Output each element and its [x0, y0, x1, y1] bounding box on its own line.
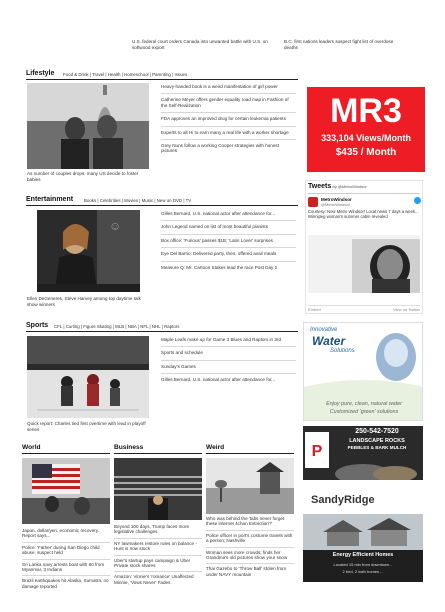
headline-link[interactable]: Sri Lanka navy arrests boat with 60 from Myanmar, 3 Indians: [22, 561, 105, 573]
headline-link[interactable]: Experts to all Hi to earn many a real life with a worker shortage: [161, 129, 289, 135]
mr3-views: 333,104 Views/Month: [321, 133, 411, 143]
headline-link[interactable]: Thai Gazebo to 'Throw Ball' stolen from under NAVY mountain: [206, 566, 287, 577]
headline-link[interactable]: John Legend named on list of most beautiful pianists: [161, 224, 268, 230]
business-column: [114, 444, 202, 452]
headline-link[interactable]: Catherine Meyer offers gender equality road map in Fashion of the Self-Realization: [161, 97, 289, 108]
svg-text:P: P: [311, 443, 323, 460]
lifestyle-headlines: [161, 84, 296, 154]
nav-item[interactable]: Books: [84, 198, 97, 203]
water-ad-tag2: Customized 'green' solutions: [329, 409, 399, 415]
landscape-phone: 250-542-7520: [355, 428, 399, 435]
nav-item[interactable]: NBA: [127, 324, 137, 329]
tweet-subhandle[interactable]: @MetroWindsor: [321, 202, 350, 207]
sandyridge-line1: Energy Efficient Homes: [332, 552, 394, 558]
nav-item[interactable]: Parenting: [152, 72, 171, 77]
divider: [22, 453, 110, 454]
divider: [22, 542, 110, 543]
divider: [206, 530, 294, 531]
entertainment-headlines: [161, 211, 296, 270]
sandyridge-line2: Located 15 min from downtown...: [333, 562, 393, 567]
lifestyle-photo[interactable]: [27, 83, 149, 169]
nav-item[interactable]: Food & Drink: [63, 72, 89, 77]
divider: [161, 234, 296, 235]
nav-item[interactable]: TV: [185, 198, 192, 203]
nav-item[interactable]: MLB: [115, 324, 125, 329]
headline-link[interactable]: Beyond 100 days, Trump faces more legislative challenges: [114, 524, 190, 535]
water-ad-line3: Solutions: [330, 348, 355, 354]
mr3-price: $435 / Month: [335, 147, 397, 158]
nav-item[interactable]: NHL: [151, 324, 161, 329]
divider: [114, 453, 202, 454]
headline-link[interactable]: Woman sees more crowds; finds her Grandma's old pictures show your snow: [206, 549, 288, 561]
nav-item[interactable]: Homeschool: [124, 72, 149, 77]
water-ad-tag1: Enjoy pure, clean, natural water: [326, 401, 402, 407]
divider: [161, 220, 296, 221]
top-left-story[interactable]: U.S. federal court orders Canada into unwanted battle with U.S. on softwood export: [132, 39, 268, 50]
tweets-title: Tweets: [308, 183, 332, 190]
nav-item[interactable]: Figure Skating: [83, 324, 112, 329]
headline-link[interactable]: Brazil earthquakes hit Alaska, Sumatra, no damage reported: [22, 578, 109, 589]
sports-photo[interactable]: [27, 336, 149, 418]
entertainment-header: [26, 196, 73, 205]
headline-link[interactable]: Who was behind the 'tabs never forget these internet 4chan Extinction?': [206, 516, 285, 527]
divider: [206, 563, 294, 564]
headline-link[interactable]: Gilles Bernard, U.S. national actor after attendance for...: [161, 211, 276, 216]
divider: [22, 559, 110, 560]
sandyridge-brand: SandyRidge: [311, 494, 375, 506]
divider: [161, 373, 296, 374]
divider: [161, 247, 296, 248]
embed-link[interactable]: Embed: [308, 307, 321, 312]
headline-link[interactable]: Uber's startup pays campaign & Uber Private stock shares: [114, 557, 191, 569]
divider: [26, 79, 298, 80]
divider: [308, 305, 420, 306]
water-ad-line2: Water: [312, 334, 346, 348]
divider: [114, 571, 202, 572]
tweets-widget: [305, 180, 423, 314]
entertainment-nav: Books | Celebrities | Movies | Music | New on DVD | TV: [84, 198, 192, 203]
mr3-ad[interactable]: [307, 87, 425, 172]
landscape-line2: PEBBLES & BARK MULCH: [347, 445, 407, 450]
twitter-bird-icon: [414, 197, 421, 204]
divider: [161, 261, 296, 262]
landscape-ad[interactable]: [303, 426, 423, 480]
divider: [308, 193, 420, 194]
divider: [206, 547, 294, 548]
headline-link[interactable]: Gilles Bernard, U.S. national actor after attendance for...: [161, 377, 276, 383]
divider: [161, 346, 296, 347]
water-ad-line1: Innovative: [310, 327, 338, 333]
nav-item[interactable]: Movies: [124, 198, 139, 203]
business-title[interactable]: Business: [114, 444, 144, 451]
divider: [114, 538, 202, 539]
headline-link[interactable]: Police: 'Father' during San Diego child abuse, suspect held: [22, 544, 100, 556]
nav-item[interactable]: Raptors: [164, 324, 180, 329]
headline-link[interactable]: Police officer in port's costume travels with a person; Nashville: [206, 532, 293, 544]
view-on-twitter-link[interactable]: View on Twitter: [393, 307, 420, 312]
nav-item[interactable]: Music: [141, 198, 154, 203]
nav-item[interactable]: CFL: [54, 324, 63, 329]
tweet-body: Courtesy: Now Metro Windsor! Local news 7 days a week... Winnipeg woman's summer cabin revealed: [308, 209, 419, 220]
headline-link[interactable]: Box office: 'Furious' passes $1B; 'Latin Lover' surprises: [161, 237, 273, 243]
weird-headlines: [206, 516, 294, 577]
world-column: [22, 444, 110, 452]
nav-item[interactable]: Curling: [65, 324, 80, 329]
sports-caption[interactable]: Quick report: Charles tied first overtime with lead in playoff series: [27, 421, 146, 432]
divider: [161, 112, 296, 113]
nav-item[interactable]: Celebrities: [99, 198, 121, 203]
nav-item[interactable]: Issues: [174, 72, 188, 77]
lifestyle-caption[interactable]: As number of couples drops, many US decide to foster babies: [27, 171, 139, 182]
sandyridge-line3: 2 bed, 2 bath homes ...: [342, 569, 384, 574]
water-ad[interactable]: [303, 322, 423, 421]
headline-link[interactable]: Grey Nuns follow a working Cooper strategies with honest pictures: [161, 143, 279, 154]
headline-link[interactable]: Measure Q: Mr. Cartoon Stakes lead the race Post Day 2: [161, 264, 278, 270]
entertainment-photo[interactable]: [37, 210, 140, 292]
divider: [206, 453, 294, 454]
headline-link[interactable]: Maple Leafs make up for Game 3 Blues and Raptors in 3rd: [161, 337, 282, 342]
world-title[interactable]: World: [22, 444, 41, 451]
headline-link[interactable]: NY lawmakers restore rules on balance - Hunt is now stuck: [114, 540, 197, 552]
weird-column: [206, 444, 294, 452]
mr3-brand: MR3: [330, 92, 402, 130]
nav-item[interactable]: Health: [107, 72, 121, 77]
weird-title[interactable]: Weird: [206, 444, 225, 451]
nav-item[interactable]: Travel: [92, 72, 105, 77]
divider: [26, 331, 298, 332]
lifestyle-nav: Food & Drink | Travel | Health | Homeschool | Parenting | Issues: [63, 72, 188, 77]
top-right-story[interactable]: B.C. first nations leaders suspect fight list of overdose deaths: [284, 39, 394, 50]
sports-nav: CFL | Curling | Figure Skating | MLB | NBA | NFL | NHL | Raptors: [54, 324, 180, 329]
avatar[interactable]: [308, 197, 318, 207]
entertainment-title[interactable]: Entertainment: [26, 196, 74, 203]
headline-link[interactable]: Eye Del Barrio: Delivered party, then, offered avail meals: [161, 251, 277, 257]
weird-photo[interactable]: [206, 458, 294, 514]
landscape-line1: LANDSCAPE ROCKS: [349, 438, 405, 444]
sports-headlines: [161, 337, 296, 383]
divider: [161, 93, 296, 94]
tweet-photo[interactable]: [308, 235, 420, 293]
headline-link[interactable]: Sports and schedule: [161, 350, 203, 356]
nav-item[interactable]: NFL: [140, 324, 149, 329]
headline-link[interactable]: Heavy-handed book is a weird manifestation of girl power: [161, 84, 278, 89]
business-photo[interactable]: [114, 458, 202, 520]
tweets-by[interactable]: by @MetroWindsor: [332, 184, 367, 189]
divider: [161, 126, 296, 127]
divider: [22, 575, 110, 576]
business-headlines: [114, 524, 202, 585]
divider: [114, 555, 202, 556]
divider: [161, 139, 296, 140]
headline-link[interactable]: Sunday's Games: [161, 363, 196, 369]
lifestyle-title[interactable]: Lifestyle: [26, 70, 55, 77]
divider: [161, 360, 296, 361]
sports-title[interactable]: Sports: [26, 322, 49, 329]
nav-item[interactable]: New on DVD: [156, 198, 183, 203]
headline-link[interactable]: Amazon: Vinnie's 'romance' Unaffected Minnie, 'Vows Never' Fades: [114, 574, 194, 585]
sandyridge-ad[interactable]: [303, 484, 423, 582]
divider: [26, 205, 298, 206]
svg-text:☺: ☺: [109, 219, 122, 233]
entertainment-caption[interactable]: Ellen DeGeneres, Steve Harvey among top daytime talk show winners: [27, 296, 141, 307]
headline-link[interactable]: Japan, dollar/yen, economic recovery. Report says...: [22, 528, 100, 539]
sports-header: [26, 322, 48, 331]
world-headlines: [22, 528, 110, 589]
headline-link[interactable]: FDA approves an improved drug for certain leukemia patients: [161, 116, 286, 122]
tweet-handle[interactable]: MetroWindsor: [321, 197, 352, 202]
world-photo[interactable]: [22, 458, 110, 524]
